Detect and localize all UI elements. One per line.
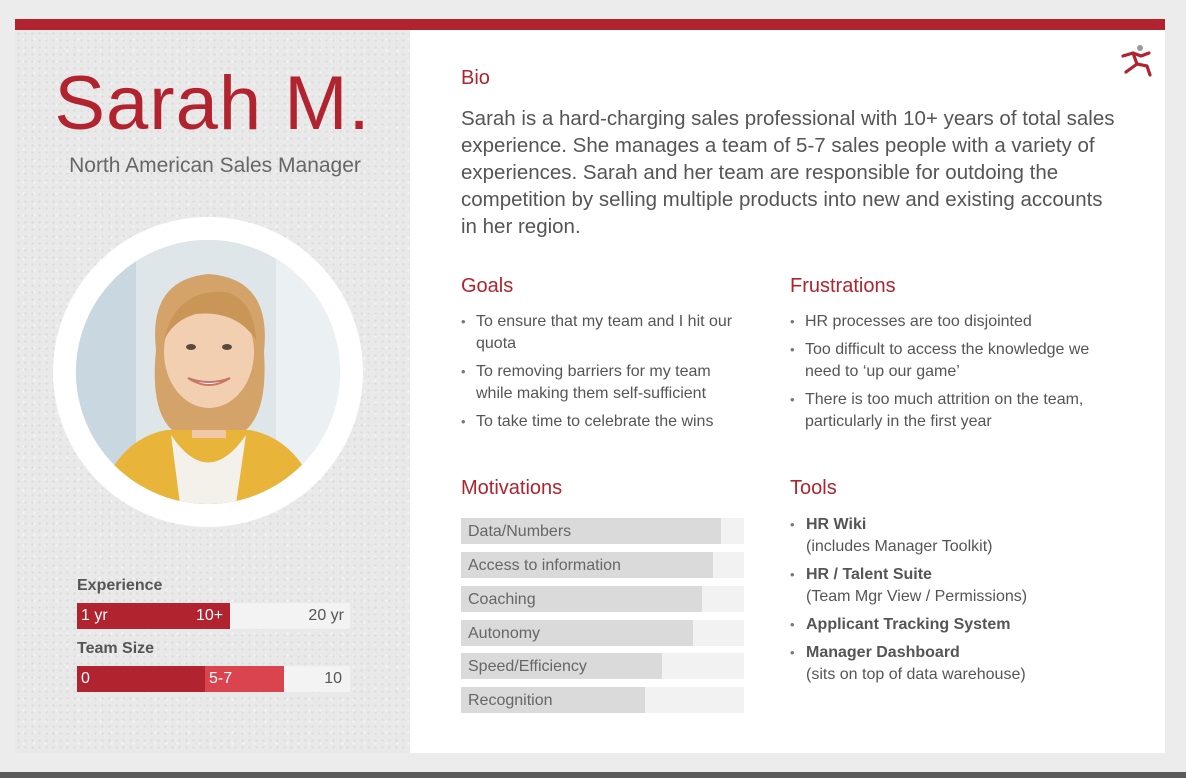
experience-end: 20 yr [308, 607, 344, 624]
frustrations-list [790, 311, 1105, 439]
persona-card [15, 19, 1165, 753]
avatar [53, 217, 363, 527]
motivation-label: Autonomy [468, 625, 541, 642]
accent-top-bar [15, 19, 1165, 30]
goals-heading: Goals [461, 275, 514, 297]
tools-list [790, 514, 1027, 692]
list-item: • To take time to celebrate the wins [461, 411, 751, 433]
team-size-end: 10 [324, 670, 342, 687]
motivation-bar [461, 586, 744, 612]
tools-heading: Tools [790, 477, 837, 499]
tool-name: • HR / Talent Suite [806, 566, 932, 583]
motivation-bar [461, 552, 744, 578]
tool-note: (sits on top of data warehouse) [806, 666, 1026, 683]
list-item [790, 514, 1027, 558]
experience-bar [77, 603, 350, 629]
bio-text: Sarah is a hard-charging sales professional with 10+ years of total sales experience. She manages a team of 5-7 sales people with a variety of experiences. Sarah and her team are responsible for outdoing the competition by selling multiple products into new and existing accounts in her region. [461, 107, 1115, 238]
team-size-fill [77, 666, 205, 692]
motivation-bar [461, 653, 744, 679]
motivation-label: Recognition [468, 692, 553, 709]
persona-sidebar [15, 30, 410, 753]
running-figure-icon [1119, 44, 1153, 78]
motivation-label: Data/Numbers [468, 523, 572, 540]
list-item: • HR processes are too disjointed [790, 311, 1105, 333]
bio-heading: Bio [461, 67, 490, 89]
experience-label: Experience [77, 577, 163, 594]
motivation-bar [461, 518, 744, 544]
motivation-bar [461, 687, 744, 713]
portrait-illustration [76, 240, 340, 504]
list-item: • There is too much attrition on the team, particularly in the first year [790, 389, 1105, 433]
frustrations-heading: Frustrations [790, 275, 896, 297]
team-size-bar [77, 666, 350, 692]
tool-note: (Team Mgr View / Permissions) [806, 588, 1028, 605]
list-item: • To removing barriers for my team while making them self-sufficient [461, 361, 751, 405]
persona-name: Sarah M. [54, 61, 371, 146]
avatar-photo [76, 240, 340, 504]
persona-role: North American Sales Manager [69, 154, 361, 177]
list-item: • Too difficult to access the knowledge we need to ‘up our game’ [790, 339, 1105, 383]
team-size-start: 0 [81, 670, 90, 687]
motivation-label: Coaching [468, 591, 536, 608]
motivation-label: Access to information [468, 557, 621, 574]
tool-name: • Applicant Tracking System [806, 616, 1011, 633]
list-item [790, 642, 1027, 686]
team-size-label: Team Size [77, 640, 155, 657]
list-item [790, 614, 1027, 636]
team-size-value: 5-7 [209, 670, 233, 687]
goals-list [461, 311, 751, 439]
experience-value: 10+ [196, 607, 224, 624]
tool-note: (includes Manager Toolkit) [806, 538, 993, 555]
motivation-bar [461, 620, 744, 646]
motivations-heading: Motivations [461, 477, 563, 499]
list-item: • To ensure that my team and I hit our quota [461, 311, 751, 355]
tool-name: • HR Wiki [806, 516, 867, 533]
experience-start: 1 yr [81, 607, 108, 624]
tool-name: • Manager Dashboard [806, 644, 960, 661]
list-item [790, 564, 1027, 608]
window-bottom-edge [0, 772, 1186, 778]
motivation-label: Speed/Efficiency [468, 658, 587, 675]
